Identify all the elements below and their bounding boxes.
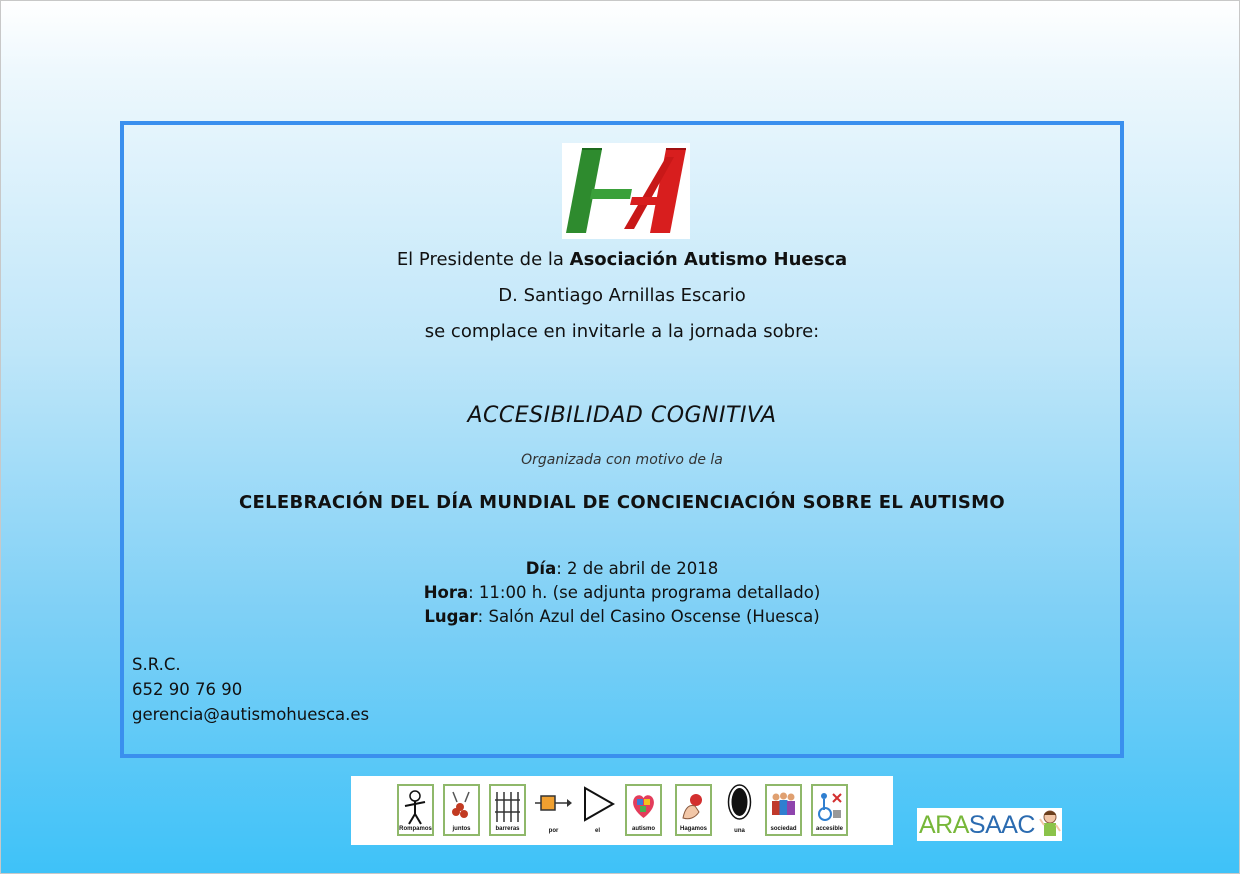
arrow-box-icon (535, 784, 572, 822)
pictogram-sociedad (765, 784, 802, 836)
group-people-icon (769, 788, 798, 826)
pictogram-rompamos (397, 784, 434, 836)
pictogram-el (579, 784, 616, 836)
accessible-wheelchair-icon (815, 788, 844, 826)
puzzle-heart-icon (629, 788, 658, 826)
arasaac-wordmark (919, 811, 1035, 839)
invitation-line-president (124, 249, 1120, 270)
detail-day (124, 559, 1120, 578)
time-value: : 11:00 h. (se adjunta programa detallado) (468, 583, 821, 602)
pictogram-accesible (811, 784, 848, 836)
pictogram-label: accesible (815, 826, 844, 832)
contact-src: S.R.C. (132, 655, 181, 674)
pictogram-strip (351, 776, 893, 845)
contact-email: gerencia@autismohuesca.es (132, 705, 370, 724)
barrier-fence-icon (493, 788, 522, 826)
time-label: Hora (423, 583, 469, 602)
breaking-person-icon (401, 788, 430, 826)
together-icon (447, 788, 476, 826)
place-label: Lugar (424, 607, 478, 626)
arasaac-mascot-icon (1039, 809, 1061, 841)
pictogram-hagamos (675, 784, 712, 836)
event-title: ACCESIBILIDAD COGNITIVA (467, 403, 777, 428)
arasaac-part2: SAAC (968, 811, 1035, 839)
invitation-line-invite: se complace en invitarle a la jornada sobre: (424, 321, 820, 342)
invitation-card (120, 121, 1124, 758)
oval-icon (721, 784, 758, 822)
pictogram-label: Rompamos (399, 826, 432, 832)
pictogram-label: Hagamos (679, 826, 707, 832)
pictogram-label: autismo (631, 826, 655, 832)
pictogram-barreras (489, 784, 526, 836)
place-value: : Salón Azul del Casino Oscense (Huesca) (477, 607, 820, 626)
detail-time (124, 583, 1120, 602)
celebration-title: CELEBRACIÓN DEL DÍA MUNDIAL DE CONCIENCIACIÓN SOBRE EL AUTISMO (239, 492, 1005, 513)
detail-place (124, 607, 1120, 626)
pictogram-label: por (548, 828, 559, 834)
pictogram-por (535, 784, 572, 836)
arasaac-part1: ARA (919, 811, 969, 839)
pictogram-label: sociedad (770, 826, 797, 832)
arasaac-logo (917, 808, 1062, 841)
pictogram-label: el (594, 828, 600, 834)
day-value: : 2 de abril de 2018 (556, 559, 719, 578)
pictogram-label: barreras (495, 826, 520, 832)
contact-phone: 652 90 76 90 (132, 680, 243, 699)
president-prefix: El Presidente de la (396, 249, 570, 270)
day-label: Día (525, 559, 557, 578)
association-name: Asociación Autismo Huesca (569, 249, 848, 270)
pictogram-autismo (625, 784, 662, 836)
invitation-line-name: D. Santiago Arnillas Escario (498, 285, 746, 306)
hand-making-icon (679, 788, 708, 826)
pictogram-label: juntos (452, 826, 471, 832)
pictogram-una (721, 784, 758, 836)
organized-note: Organizada con motivo de la (521, 452, 723, 468)
autismo-huesca-logo (562, 143, 690, 239)
triangle-icon (579, 784, 616, 822)
pictogram-juntos (443, 784, 480, 836)
pictogram-label: una (734, 828, 745, 834)
